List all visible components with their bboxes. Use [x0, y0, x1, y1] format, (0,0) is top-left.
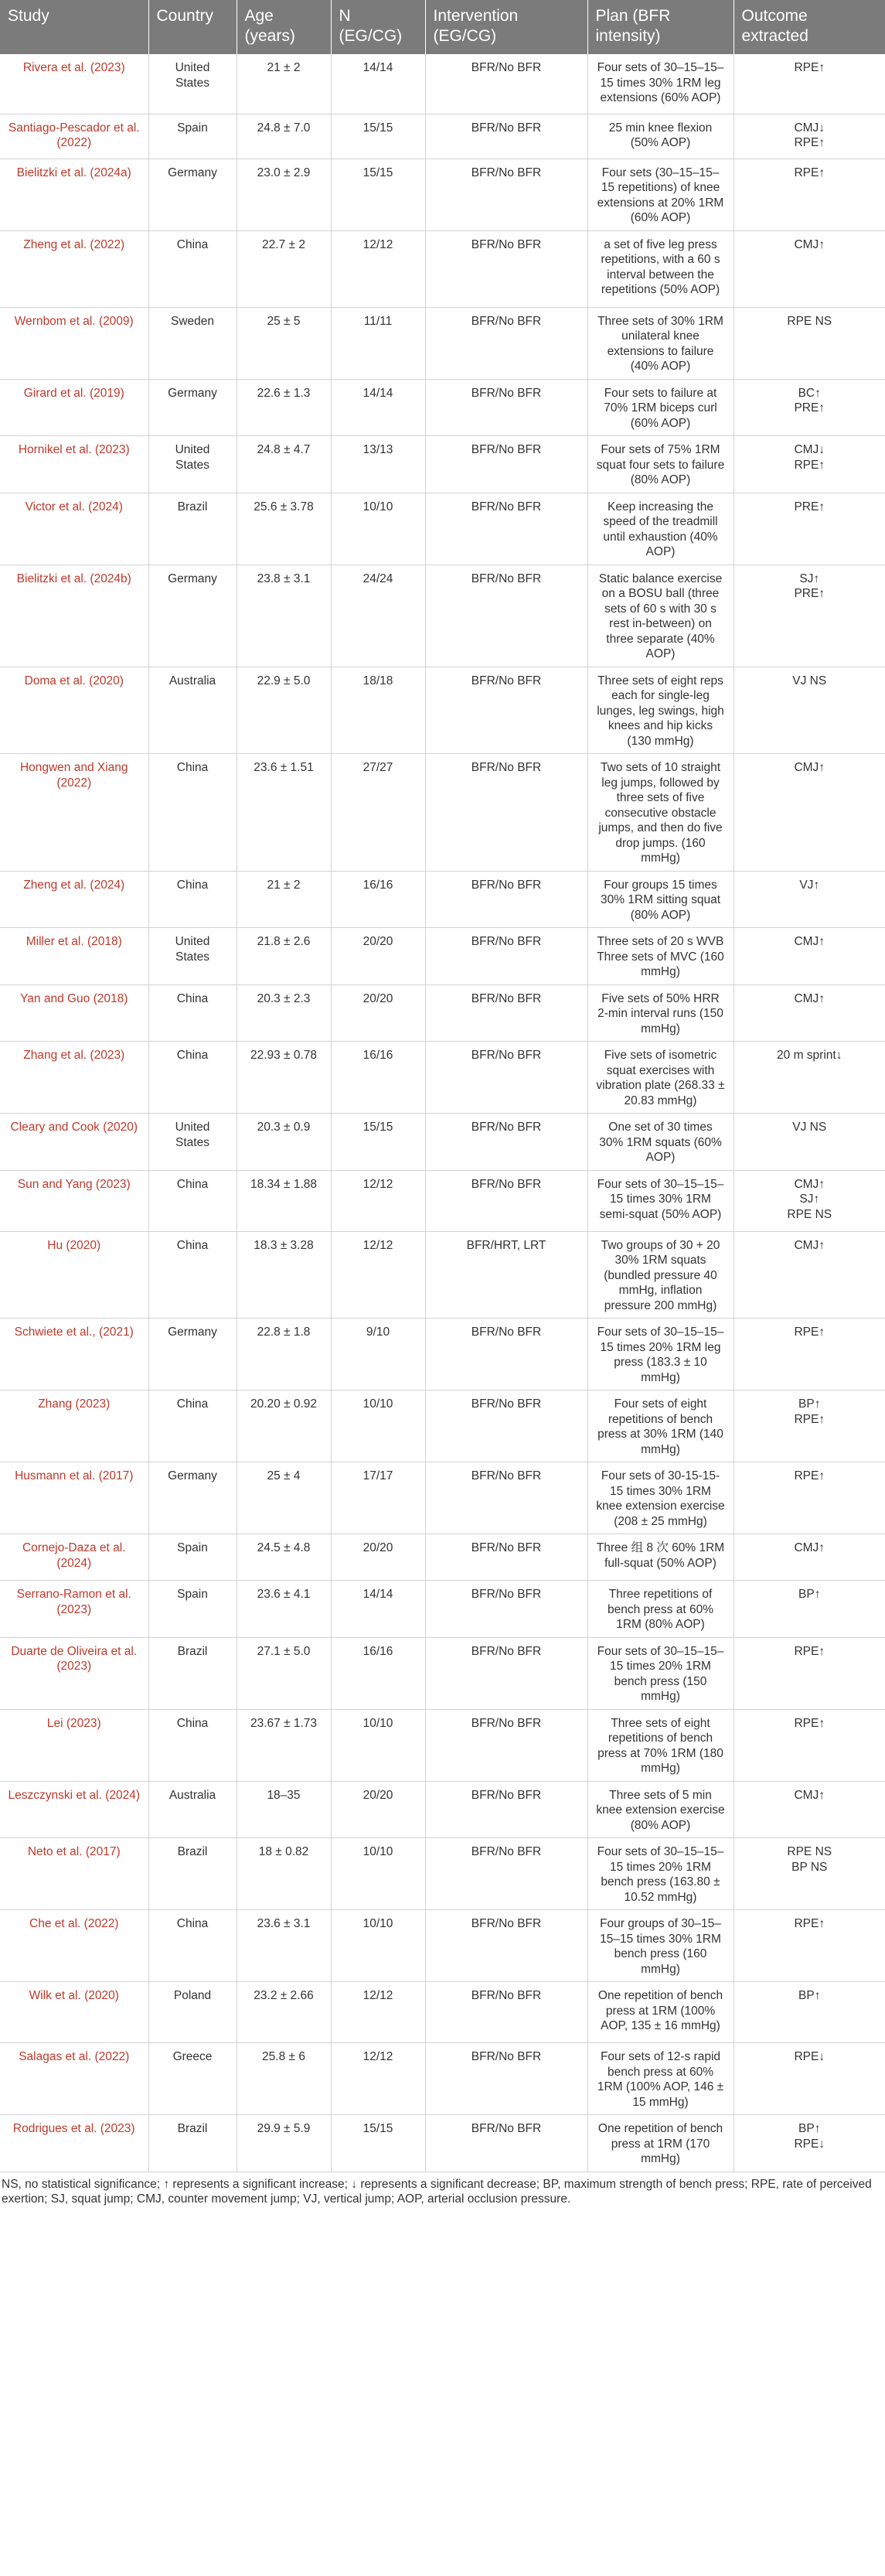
plan-cell: Three sets of 20 s WVB Three sets of MVC (160 mmHg): [587, 928, 734, 985]
table-row: [0, 436, 885, 493]
age-cell: 20.3 ± 0.9: [237, 1114, 331, 1171]
study-cell: Schwiete et al., (2021): [0, 1319, 148, 1390]
country-cell: Greece: [148, 2043, 237, 2115]
age-cell: 18–35: [237, 1781, 331, 1838]
plan-cell: Three 组 8 次 60% 1RM full-squat (50% AOP): [587, 1534, 734, 1581]
study-cell: Bielitzki et al. (2024a): [0, 159, 148, 230]
table-row: [0, 1838, 885, 1910]
n-cell: 10/10: [331, 1910, 425, 1982]
intervention-cell: BFR/No BFR: [425, 565, 587, 667]
table-row: [0, 1170, 885, 1231]
n-cell: 10/10: [331, 1709, 425, 1781]
n-cell: 10/10: [331, 493, 425, 565]
intervention-cell: BFR/No BFR: [425, 159, 587, 230]
country-cell: Germany: [148, 565, 237, 667]
age-cell: 18 ± 0.82: [237, 1838, 331, 1910]
n-cell: 20/20: [331, 928, 425, 985]
age-cell: 23.6 ± 1.51: [237, 754, 331, 872]
study-cell: Sun and Yang (2023): [0, 1170, 148, 1231]
intervention-cell: BFR/No BFR: [425, 1462, 587, 1534]
outcome-cell: BP↑ RPE↑: [734, 1390, 885, 1462]
header-plan: Plan (BFR intensity): [587, 0, 734, 54]
outcome-cell: RPE↑: [734, 1637, 885, 1709]
n-cell: 10/10: [331, 1838, 425, 1910]
study-cell: Zhang (2023): [0, 1390, 148, 1462]
study-cell: Zhang et al. (2023): [0, 1042, 148, 1114]
country-cell: Brazil: [148, 2115, 237, 2172]
header-outcome: Outcome extracted: [734, 0, 885, 54]
header-intervention: Intervention (EG/CG): [425, 0, 587, 54]
outcome-cell: CMJ↑: [734, 230, 885, 307]
intervention-cell: BFR/No BFR: [425, 1114, 587, 1171]
plan-cell: Static balance exercise on a BOSU ball (three sets of 60 s with 30 s rest in-between) on three separate (40% AOP): [587, 565, 734, 667]
table-row: [0, 2043, 885, 2115]
country-cell: Germany: [148, 159, 237, 230]
table-row: [0, 1581, 885, 1638]
study-cell: Miller et al. (2018): [0, 928, 148, 985]
age-cell: 23.8 ± 3.1: [237, 565, 331, 667]
n-cell: 12/12: [331, 230, 425, 307]
intervention-cell: BFR/No BFR: [425, 871, 587, 928]
table-row: [0, 1982, 885, 2043]
plan-cell: Four sets of 30–15–15–15 times 20% 1RM leg press (183.3 ± 10 mmHg): [587, 1319, 734, 1390]
intervention-cell: BFR/No BFR: [425, 984, 587, 1042]
country-cell: Germany: [148, 1462, 237, 1534]
plan-cell: Four groups of 30–15–15–15 times 30% 1RM bench press (160 mmHg): [587, 1910, 734, 1982]
country-cell: China: [148, 1231, 237, 1319]
country-cell: Spain: [148, 114, 237, 159]
age-cell: 25.8 ± 6: [237, 2043, 331, 2115]
country-cell: Germany: [148, 1319, 237, 1390]
intervention-cell: BFR/No BFR: [425, 1042, 587, 1114]
country-cell: China: [148, 1910, 237, 1982]
plan-cell: 25 min knee flexion (50% AOP): [587, 114, 734, 159]
outcome-cell: RPE↑: [734, 1462, 885, 1534]
n-cell: 15/15: [331, 114, 425, 159]
intervention-cell: BFR/No BFR: [425, 493, 587, 565]
table-row: [0, 493, 885, 565]
outcome-cell: VJ NS: [734, 667, 885, 754]
table-row: [0, 1781, 885, 1838]
intervention-cell: BFR/No BFR: [425, 54, 587, 114]
age-cell: 29.9 ± 5.9: [237, 2115, 331, 2172]
plan-cell: Four sets of 30–15–15–15 times 30% 1RM semi-squat (50% AOP): [587, 1170, 734, 1231]
table-row: [0, 667, 885, 754]
n-cell: 12/12: [331, 1982, 425, 2043]
intervention-cell: BFR/No BFR: [425, 1534, 587, 1581]
table-row: [0, 1042, 885, 1114]
plan-cell: a set of five leg press repetitions, with a 60 s interval between the repetitions (50% AOP): [587, 230, 734, 307]
outcome-cell: CMJ↑: [734, 984, 885, 1042]
country-cell: United States: [148, 436, 237, 493]
outcome-cell: CMJ↑: [734, 1231, 885, 1319]
age-cell: 22.6 ± 1.3: [237, 379, 331, 436]
country-cell: Germany: [148, 379, 237, 436]
n-cell: 27/27: [331, 754, 425, 872]
intervention-cell: BFR/No BFR: [425, 1581, 587, 1638]
header-n: N (EG/CG): [331, 0, 425, 54]
intervention-cell: BFR/No BFR: [425, 1781, 587, 1838]
country-cell: China: [148, 1042, 237, 1114]
intervention-cell: BFR/No BFR: [425, 2043, 587, 2115]
country-cell: United States: [148, 1114, 237, 1171]
n-cell: 13/13: [331, 436, 425, 493]
plan-cell: Four sets of 12-s rapid bench press at 60% 1RM (100% AOP, 146 ± 15 mmHg): [587, 2043, 734, 2115]
study-cell: Hongwen and Xiang (2022): [0, 754, 148, 872]
study-cell: Wernbom et al. (2009): [0, 307, 148, 379]
table-row: [0, 1114, 885, 1171]
plan-cell: Four groups 15 times 30% 1RM sitting squat (80% AOP): [587, 871, 734, 928]
outcome-cell: VJ↑: [734, 871, 885, 928]
study-cell: Salagas et al. (2022): [0, 2043, 148, 2115]
outcome-cell: BP↑ RPE↓: [734, 2115, 885, 2172]
country-cell: China: [148, 984, 237, 1042]
n-cell: 12/12: [331, 1231, 425, 1319]
age-cell: 23.6 ± 4.1: [237, 1581, 331, 1638]
age-cell: 24.5 ± 4.8: [237, 1534, 331, 1581]
study-cell: Hu (2020): [0, 1231, 148, 1319]
age-cell: 27.1 ± 5.0: [237, 1637, 331, 1709]
age-cell: 24.8 ± 4.7: [237, 436, 331, 493]
table-row: [0, 1462, 885, 1534]
intervention-cell: BFR/No BFR: [425, 2115, 587, 2172]
age-cell: 23.2 ± 2.66: [237, 1982, 331, 2043]
header-study: Study: [0, 0, 148, 54]
age-cell: 23.0 ± 2.9: [237, 159, 331, 230]
country-cell: Australia: [148, 667, 237, 754]
country-cell: Spain: [148, 1534, 237, 1581]
intervention-cell: BFR/No BFR: [425, 754, 587, 872]
outcome-cell: RPE↑: [734, 1319, 885, 1390]
age-cell: 22.93 ± 0.78: [237, 1042, 331, 1114]
outcome-cell: RPE↑: [734, 159, 885, 230]
study-cell: Zheng et al. (2022): [0, 230, 148, 307]
age-cell: 23.6 ± 3.1: [237, 1910, 331, 1982]
header-country: Country: [148, 0, 237, 54]
intervention-cell: BFR/HRT, LRT: [425, 1231, 587, 1319]
plan-cell: Five sets of isometric squat exercises with vibration plate (268.33 ± 20.83 mmHg): [587, 1042, 734, 1114]
n-cell: 14/14: [331, 54, 425, 114]
plan-cell: Four sets of 30–15–15–15 times 20% 1RM bench press (150 mmHg): [587, 1637, 734, 1709]
plan-cell: Three sets of eight reps each for single-leg lunges, leg swings, high knees and hip kicks (130 mmHg): [587, 667, 734, 754]
outcome-cell: VJ NS: [734, 1114, 885, 1171]
n-cell: 9/10: [331, 1319, 425, 1390]
study-cell: Wilk et al. (2020): [0, 1982, 148, 2043]
plan-cell: Keep increasing the speed of the treadmill until exhaustion (40% AOP): [587, 493, 734, 565]
study-cell: Rivera et al. (2023): [0, 54, 148, 114]
country-cell: China: [148, 871, 237, 928]
n-cell: 18/18: [331, 667, 425, 754]
outcome-cell: CMJ↑: [734, 1781, 885, 1838]
plan-cell: Four sets of 30-15-15-15 times 30% 1RM knee extension exercise (208 ± 25 mmHg): [587, 1462, 734, 1534]
n-cell: 12/12: [331, 2043, 425, 2115]
table-row: [0, 379, 885, 436]
country-cell: China: [148, 1170, 237, 1231]
age-cell: 25 ± 5: [237, 307, 331, 379]
plan-cell: Three repetitions of bench press at 60% 1RM (80% AOP): [587, 1581, 734, 1638]
outcome-cell: RPE↑: [734, 1709, 885, 1781]
n-cell: 15/15: [331, 159, 425, 230]
intervention-cell: BFR/No BFR: [425, 307, 587, 379]
table-row: [0, 565, 885, 667]
age-cell: 21 ± 2: [237, 871, 331, 928]
table-row: [0, 1709, 885, 1781]
country-cell: China: [148, 230, 237, 307]
study-cell: Lei (2023): [0, 1709, 148, 1781]
plan-cell: Five sets of 50% HRR 2-min interval runs (150 mmHg): [587, 984, 734, 1042]
age-cell: 18.3 ± 3.28: [237, 1231, 331, 1319]
intervention-cell: BFR/No BFR: [425, 1838, 587, 1910]
outcome-cell: 20 m sprint↓: [734, 1042, 885, 1114]
n-cell: 20/20: [331, 1534, 425, 1581]
study-cell: Zheng et al. (2024): [0, 871, 148, 928]
outcome-cell: RPE↓: [734, 2043, 885, 2115]
age-cell: 22.7 ± 2: [237, 230, 331, 307]
table-row: [0, 2115, 885, 2172]
outcome-cell: CMJ↑: [734, 754, 885, 872]
plan-cell: Four sets to failure at 70% 1RM biceps curl (60% AOP): [587, 379, 734, 436]
study-cell: Serrano-Ramon et al. (2023): [0, 1581, 148, 1638]
study-cell: Cornejo-Daza et al. (2024): [0, 1534, 148, 1581]
study-cell: Leszczynski et al. (2024): [0, 1781, 148, 1838]
outcome-cell: CMJ↓ RPE↑: [734, 114, 885, 159]
study-cell: Hornikel et al. (2023): [0, 436, 148, 493]
plan-cell: Four sets of 30–15–15–15 times 30% 1RM leg extensions (60% AOP): [587, 54, 734, 114]
n-cell: 16/16: [331, 871, 425, 928]
country-cell: Australia: [148, 1781, 237, 1838]
country-cell: Spain: [148, 1581, 237, 1638]
plan-cell: Two groups of 30 + 20 30% 1RM squats (bundled pressure 40 mmHg, inflation pressure 200 mmHg): [587, 1231, 734, 1319]
outcome-cell: RPE↑: [734, 54, 885, 114]
study-cell: Duarte de Oliveira et al. (2023): [0, 1637, 148, 1709]
outcome-cell: RPE NS BP NS: [734, 1838, 885, 1910]
table-row: [0, 928, 885, 985]
outcome-cell: CMJ↑: [734, 928, 885, 985]
study-cell: Santiago-Pescador et al. (2022): [0, 114, 148, 159]
table-row: [0, 754, 885, 872]
table-header-row: [0, 0, 885, 54]
country-cell: United States: [148, 54, 237, 114]
n-cell: 17/17: [331, 1462, 425, 1534]
study-cell: Cleary and Cook (2020): [0, 1114, 148, 1171]
plan-cell: Three sets of eight repetitions of bench press at 70% 1RM (180 mmHg): [587, 1709, 734, 1781]
study-cell: Bielitzki et al. (2024b): [0, 565, 148, 667]
intervention-cell: BFR/No BFR: [425, 1910, 587, 1982]
n-cell: 14/14: [331, 379, 425, 436]
outcome-cell: PRE↑: [734, 493, 885, 565]
n-cell: 15/15: [331, 1114, 425, 1171]
outcome-cell: RPE NS: [734, 307, 885, 379]
age-cell: 25 ± 4: [237, 1462, 331, 1534]
table-row: [0, 230, 885, 307]
intervention-cell: BFR/No BFR: [425, 1319, 587, 1390]
n-cell: 15/15: [331, 2115, 425, 2172]
study-cell: Victor et al. (2024): [0, 493, 148, 565]
age-cell: 18.34 ± 1.88: [237, 1170, 331, 1231]
n-cell: 20/20: [331, 984, 425, 1042]
country-cell: United States: [148, 928, 237, 985]
plan-cell: One repetition of bench press at 1RM (100% AOP, 135 ± 16 mmHg): [587, 1982, 734, 2043]
study-cell: Rodrigues et al. (2023): [0, 2115, 148, 2172]
study-cell: Che et al. (2022): [0, 1910, 148, 1982]
plan-cell: Four sets of eight repetitions of bench press at 30% 1RM (140 mmHg): [587, 1390, 734, 1462]
age-cell: 23.67 ± 1.73: [237, 1709, 331, 1781]
outcome-cell: BC↑ PRE↑: [734, 379, 885, 436]
age-cell: 22.9 ± 5.0: [237, 667, 331, 754]
intervention-cell: BFR/No BFR: [425, 1390, 587, 1462]
country-cell: Sweden: [148, 307, 237, 379]
table-row: [0, 114, 885, 159]
age-cell: 21.8 ± 2.6: [237, 928, 331, 985]
age-cell: 25.6 ± 3.78: [237, 493, 331, 565]
table-row: [0, 1231, 885, 1319]
table-row: [0, 159, 885, 230]
intervention-cell: BFR/No BFR: [425, 928, 587, 985]
age-cell: 20.3 ± 2.3: [237, 984, 331, 1042]
n-cell: 14/14: [331, 1581, 425, 1638]
outcome-cell: BP↑: [734, 1982, 885, 2043]
intervention-cell: BFR/No BFR: [425, 436, 587, 493]
country-cell: China: [148, 754, 237, 872]
header-age: Age (years): [237, 0, 331, 54]
n-cell: 16/16: [331, 1637, 425, 1709]
intervention-cell: BFR/No BFR: [425, 1982, 587, 2043]
table-row: [0, 1637, 885, 1709]
table-body: [0, 54, 885, 2172]
country-cell: Brazil: [148, 493, 237, 565]
n-cell: 16/16: [331, 1042, 425, 1114]
country-cell: China: [148, 1390, 237, 1462]
plan-cell: Two sets of 10 straight leg jumps, followed by three sets of five consecutive obstacle jumps, and then do five drop jumps. (160 mmHg): [587, 754, 734, 872]
outcome-cell: CMJ↑ SJ↑ RPE NS: [734, 1170, 885, 1231]
age-cell: 20.20 ± 0.92: [237, 1390, 331, 1462]
plan-cell: Four sets (30–15–15–15 repetitions) of knee extensions at 20% 1RM (60% AOP): [587, 159, 734, 230]
table-row: [0, 307, 885, 379]
country-cell: China: [148, 1709, 237, 1781]
age-cell: 22.8 ± 1.8: [237, 1319, 331, 1390]
country-cell: Brazil: [148, 1637, 237, 1709]
outcome-cell: SJ↑ PRE↑: [734, 565, 885, 667]
table-row: [0, 984, 885, 1042]
intervention-cell: BFR/No BFR: [425, 1637, 587, 1709]
table-row: [0, 54, 885, 114]
study-cell: Neto et al. (2017): [0, 1838, 148, 1910]
table-row: [0, 1390, 885, 1462]
plan-cell: One set of 30 times 30% 1RM squats (60% AOP): [587, 1114, 734, 1171]
study-cell: Yan and Guo (2018): [0, 984, 148, 1042]
n-cell: 12/12: [331, 1170, 425, 1231]
country-cell: Brazil: [148, 1838, 237, 1910]
intervention-cell: BFR/No BFR: [425, 379, 587, 436]
outcome-cell: CMJ↑: [734, 1534, 885, 1581]
n-cell: 24/24: [331, 565, 425, 667]
table-row: [0, 1319, 885, 1390]
table-footnote: NS, no statistical significance; ↑ represents a significant increase; ↓ represents a significant decrease; BP, maximum strength of bench press; RPE, rate of perceived exertion; SJ, squat jump; CMJ, counter movement jump; VJ, vertical jump; AOP, arterial occlusion pressure.: [2, 2177, 872, 2206]
plan-cell: Four sets of 30–15–15–15 times 20% 1RM bench press (163.80 ± 10.52 mmHg): [587, 1838, 734, 1910]
age-cell: 24.8 ± 7.0: [237, 114, 331, 159]
n-cell: 10/10: [331, 1390, 425, 1462]
outcome-cell: BP↑: [734, 1581, 885, 1638]
country-cell: Poland: [148, 1982, 237, 2043]
age-cell: 21 ± 2: [237, 54, 331, 114]
plan-cell: Three sets of 30% 1RM unilateral knee extensions to failure (40% AOP): [587, 307, 734, 379]
plan-cell: Four sets of 75% 1RM squat four sets to failure (80% AOP): [587, 436, 734, 493]
study-cell: Girard et al. (2019): [0, 379, 148, 436]
intervention-cell: BFR/No BFR: [425, 1170, 587, 1231]
plan-cell: One repetition of bench press at 1RM (170 mmHg): [587, 2115, 734, 2172]
study-cell: Husmann et al. (2017): [0, 1462, 148, 1534]
plan-cell: Three sets of 5 min knee extension exercise (80% AOP): [587, 1781, 734, 1838]
outcome-cell: RPE↑: [734, 1910, 885, 1982]
table-row: [0, 1534, 885, 1581]
intervention-cell: BFR/No BFR: [425, 230, 587, 307]
study-cell: Doma et al. (2020): [0, 667, 148, 754]
table-row: [0, 871, 885, 928]
table-row: [0, 1910, 885, 1982]
n-cell: 11/11: [331, 307, 425, 379]
intervention-cell: BFR/No BFR: [425, 114, 587, 159]
n-cell: 20/20: [331, 1781, 425, 1838]
intervention-cell: BFR/No BFR: [425, 1709, 587, 1781]
outcome-cell: CMJ↓ RPE↑: [734, 436, 885, 493]
intervention-cell: BFR/No BFR: [425, 667, 587, 754]
